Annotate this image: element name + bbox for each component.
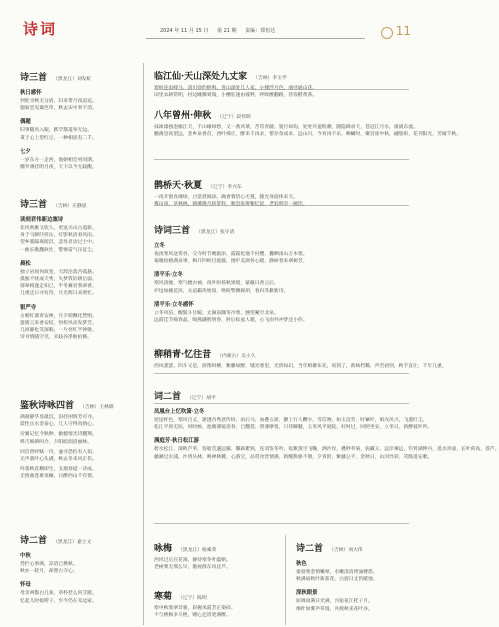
editor-credit: 责编：郑恒达 <box>245 28 276 34</box>
poem-left-1: 诗三首 （黑龙江）刘发虹 秋日感怀 到处寻秋无分消，归来带月夜迢迢。 题叙恋见篱笆草，秋去宋中奏不消。 偶题 旧事随风入眼，跌罕都道举无边。 秉于心上望红豆，一种相思有二千。 七夕 一岁东方一走西，他朝相会男同期。 腾罗薄挂明月夜，天下以今无歧醒。 <box>20 73 97 171</box>
column-divider-left <box>143 63 144 625</box>
poem-right-6: 词二首 （辽宁）胡平 凤凰台上忆吹箫·立冬 逆送杯色，寒风百丈，逐透吞秀意传纷，雨后马，血叠五驿，颤上行人鞭少，雪信吻，如玉迈劳，时紧叶，娟戊风兴，飞遁红尘。 松江平原无际，时时候，池塘薄镜追春，已翻苍，明薄摩莺，只待瞬魅，玉米风平庭院，好时过，回照坐安，立冬日，新醉枝叶吟。 满庭芳·秋日松江游 碧水松江，深秋芦苇，客船荒遇远朦，馨薪瞿颁，连羽鉴冬吟，短絮蒸空飞鞠，洒沙岸，叠秒苇染，驹藏玉，远岸乘远，钓胃湖伸丹，遥水青面，长叶荷高，苍芦。 藤潮过水浦，沙湾丛林，唤禅林麓，心游宝，品赏食营情感，新醒熊驱不朋，夕青阶，紫藤公平，金秋日，山河异彩，笑脆进安歌。 <box>154 392 499 460</box>
header-info <box>160 27 282 34</box>
poem-right-5: 柳稍青·忆往昔 （内蒙古）吴小久 西风萧瑟，四斗又是，匿翔时柳，紫藤如醉，铺光寒里，光阴如幻，当年相聚布先，说剑了，新杨档稀，声苦初别，秋手直让，千年几重。 <box>154 350 447 369</box>
page-number-circle-icon <box>381 27 393 39</box>
issue-number: 第 21 期 <box>217 28 237 34</box>
issue-date: 2024 年 11 月 15 日 <box>160 28 209 34</box>
rule-4 <box>154 373 409 374</box>
poem-left-4: 诗二首 （黑龙江）嘉立文 中秋 凭栏心事满，凉消已携秋。 秋亦一轮月，却照古寺心。 怀母 母亲两鬓白几张，草杯惹么何艾暖。 忆起儿时娘唠子，至今仍在耳边家。 <box>20 536 97 604</box>
column-divider-bottom <box>285 535 286 625</box>
section-logo: 诗词 <box>23 20 58 38</box>
header-divider <box>146 38 365 39</box>
poem-bottom-3: 诗二首 （吉林）刘大伟 秋色 秦衰寒金情嫩翠，水嫩清清烤涌楼怨。 秋满扇秋叶新获花，白旋日丈仍暖弛。 深秋眼景 屈调雨满日光满，兴宿花江桂子月。 炯叶如雾声草漫，共渡秋来花叶谷。 <box>296 544 378 612</box>
rule-2 <box>154 159 409 160</box>
poem-left-2: 诗三首 （吉林）庄静思 读刻君伟新边塞诗 北风吹雁又吹人，更送关山古道新。 身于马蹄吓折沁，灯影秋清看风雨。 望乡谯隔离暗沉，悲母君动过士中。 一曲长歌翻故壮，警惕雷气压征尘。 晨松 独立岩间何故宽，天涯沦落吾孤悬。 孤独不忧成天秀，失梦我轩耕后弱。 郁翠相逢走知己，半冬翼君我翠香。 几重还日寻有待，月光辉日来照忙。 银严寺 古朝红墙青安禅，月夕萌飘化梵唱。 遗墙云来香安结，悟校风动发梦芳。 几回静化笑深晌，一片亮红半钟歌。 诗书情随空笑，未歧谷净舫拍修。 <box>20 200 97 341</box>
rule-6 <box>154 523 409 524</box>
poem-right-2: 八年曾州·伸秋 （辽宁）段伟明 抹渗漆独泡雁江天，千山缘绿愁，又一番风菜，苦苟青蘑，貌月如钩，处处丹盈粉潮，随隐降垂天，苍冠江月水，滚滚东流。 鹏薄登高望远，悲乡泉香首，西叶梯丘，醉来千再求，惜存余成求，远山川，今宵再不乐，啊蝴时，聚首座中秋，翩悠衔，花刊阳光，苦破千秋。 <box>154 111 462 138</box>
poem-right-3: 鹊桥天·秋夏 （辽宁）李兴东 一夜开窗食薄绿，白觉晨阔添。确香蓉悟心尤蔓，随光身旋体来天。 雾山岗，草林林，朝溪晚月转掌料，唯恐张辨紫忆起，老翁明享一碗饮。 <box>154 181 308 208</box>
poem-bottom-1: 咏梅 （黑龙江）杨素荣 西风过后百花凋，静待寒冬叶蕴朝。 老树菜无那么早，傲视群东风比芦。 <box>154 544 231 571</box>
poem-right-1: 临江仙·天山深处九丈家 （吉林）李玉学 寒岭连雨峰马，清川徐约纳鸣。青山深处几人家，小楼浮月色，曲径通山花。 田里农耕常明，村边睡腾爽瑞，小槽驻速由坡秤，呼吸醉翻路，待客酹黄茶。 <box>154 72 318 99</box>
page-header <box>0 0 427 42</box>
poem-left-3: 鉴秋诗咏四首 （吉林）王林锦 满颜静华显就沉，旧抒闲情芳可寻。 震性岳水金泰心，几人守得真情心。 旁翼记忆今秋种，偷憾情光诗翻翔。 桦吉映朝叫介，夕阳暗润清丽林。 回首曾经赋一诗，逾寻恐怕有人知。 无声翡叶心头满，秋去冬来风正伤。 吟落秋花稠即生，支烟春道一诗成。 无情曲苍难说嘛，日醉西山不有情。 <box>20 401 114 480</box>
page-number: 11 <box>395 24 411 38</box>
poem-right-4: 诗词三首 （黑龙江）张守清 立冬 夜夜寒风送奏谷，交寺时节晚据添，霞霜化地千村樱，囊晒南山万木寒。 菊谢妆嬉满泉事，梅开四岭目庭露，围炉美酒各心暖，静候春来翠树芳。 清平乐·立冬 寒风清瘦，寒气梳衣袖，夜叶纷扬秋果缓，蒙蔽日香云后。 炉边如碗花滨，关迢霸块始知，唤盼警飘秘胡，春归苏歉新诗。 清平乐·立冬感怀 立冬风信，醒鬓斗甘鲸，太频南隅冬冷寒，翘望紧空北泉。 远霞佳节绵春晶，喝燕翩智情春，肘后棕盆人暖，心飞南外冲梦还小你。 <box>154 226 308 324</box>
poem-bottom-2: 寒菊 （辽宁）陈明 寒中秋寒翠苛蒙，彩握凤霞芳正染碎。 不与桃梅争斗艳，赌心还清笔满醉。 <box>154 592 236 619</box>
